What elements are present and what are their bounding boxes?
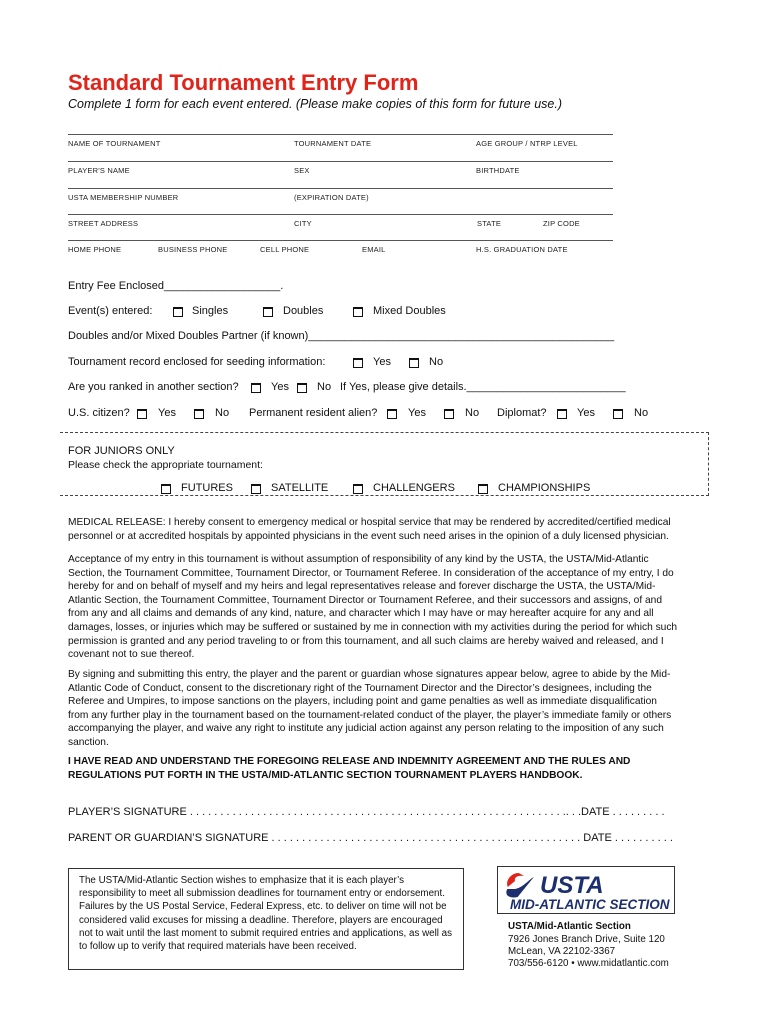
- resident-no-checkbox[interactable]: [444, 409, 454, 419]
- diplomat-no-checkbox[interactable]: [613, 409, 623, 419]
- address-contact: 703/556-6120 • www.midatlantic.com: [508, 958, 669, 969]
- citizen-yes-label: Yes: [158, 407, 176, 419]
- field-line: [68, 188, 613, 189]
- futures-label: FUTURES: [181, 482, 233, 494]
- record-no-checkbox[interactable]: [409, 358, 419, 368]
- record-yes-label: Yes: [373, 356, 391, 368]
- challengers-checkbox[interactable]: [353, 484, 363, 494]
- ranked-yes-checkbox[interactable]: [251, 383, 261, 393]
- field-line: [68, 161, 613, 162]
- record-enclosed-label: Tournament record enclosed for seeding information:: [68, 356, 326, 368]
- championships-label: CHAMPIONSHIPS: [498, 482, 591, 494]
- expiration-date-label: (EXPIRATION DATE): [294, 193, 369, 202]
- city-label: CITY: [294, 219, 312, 228]
- business-phone-label: BUSINESS PHONE: [158, 245, 228, 254]
- address-street: 7926 Jones Branch Drive, Suite 120: [508, 934, 665, 945]
- permanent-resident-label: Permanent resident alien?: [249, 407, 378, 419]
- challengers-label: CHALLENGERS: [373, 482, 455, 494]
- championships-checkbox[interactable]: [478, 484, 488, 494]
- usta-logo: [497, 866, 675, 914]
- age-group-label: AGE GROUP / NTRP LEVEL: [476, 139, 578, 148]
- street-address-label: STREET ADDRESS: [68, 219, 139, 228]
- acceptance-text: Acceptance of my entry in this tournament is without assumption of responsibility of any kind by the USTA, the USTA/Mid-Atlantic Section, the Tournament Committee, Tournament Director, or Tournament Referee. In consideration of the acceptance of my entry, I do hereby for and on behalf of myself and my heirs and legal representatives release and forever discharge the USTA, the USTA/Mid-Atlantic Section, the Tournament Committee, Tournament Director or Tournament Referee, and their successors and assigns, of and from any and all claims and demands of any kind, nature, and character which I may have or may hereafter acquire for any and all damages, losses, or injuries which may be suffered or sustained by me in connection with my activities during the period for which such permission is granted and any period traveling to or from this tournament, and all such claims are hereby waived and released, and I covenant not to sue thereof.: [68, 554, 678, 661]
- citizen-no-label: No: [215, 407, 230, 419]
- name-of-tournament-label: NAME OF TOURNAMENT: [68, 139, 161, 148]
- deadline-notice: The USTA/Mid-Atlantic Section wishes to emphasize that it is each player’s responsibility to meet all submission deadlines for tournament entry or endorsement. Failures by the US Postal Service, Federal Express, etc. to deliver on time will not be considered valid excuses for missing a deadline. Therefore, players are encouraged not to wait until the last moment to submit required entries and applications, as well as to follow up to verify that required materials have been received.: [68, 868, 464, 970]
- record-no-label: No: [429, 356, 444, 368]
- players-name-label: PLAYER'S NAME: [68, 166, 130, 175]
- birthdate-label: BIRTHDATE: [476, 166, 520, 175]
- ranked-other-label: Are you ranked in another section?: [68, 381, 239, 393]
- tournament-date-label: TOURNAMENT DATE: [294, 139, 372, 148]
- mixed-doubles-label: Mixed Doubles: [373, 305, 446, 317]
- us-citizen-label: U.S. citizen?: [68, 407, 130, 419]
- satellite-checkbox[interactable]: [251, 484, 261, 494]
- singles-checkbox[interactable]: [173, 307, 183, 317]
- doubles-label: Doubles: [283, 305, 324, 317]
- diplomat-yes-label: Yes: [577, 407, 595, 419]
- field-line: [68, 214, 613, 215]
- record-yes-checkbox[interactable]: [353, 358, 363, 368]
- signing-agreement-text: By signing and submitting this entry, the player and the parent or guardian whose signatures appear below, agree to abide by the Mid-Atlantic Code of Conduct, consent to the discretionary right of the Tournament Director and the Director’s designees, including the Referee and Umpires, to impose sanctions on the players, including point and game penalties as well as immediate disqualification from any further play in the tournament based on the tournament-related conduct of the player, the player’s immediate family or others accompanying the player, and waive any right to institute any judicial action against any person relating to the imposition of any such sanction.: [68, 669, 672, 748]
- zip-code-label: ZIP CODE: [543, 219, 580, 228]
- futures-checkbox[interactable]: [161, 484, 171, 494]
- resident-no-label: No: [465, 407, 480, 419]
- diplomat-no-label: No: [634, 407, 649, 419]
- sex-label: SEX: [294, 166, 310, 175]
- resident-yes-checkbox[interactable]: [387, 409, 397, 419]
- ranked-no-label: No: [317, 381, 332, 393]
- address-name: USTA/Mid-Atlantic Section: [508, 921, 631, 932]
- field-line: [68, 134, 613, 135]
- email-label: EMAIL: [362, 245, 386, 254]
- juniors-instruction: Please check the appropriate tournament:: [68, 459, 263, 471]
- hs-graduation-label: H.S. GRADUATION DATE: [476, 245, 568, 254]
- diplomat-label: Diplomat?: [497, 407, 547, 419]
- doubles-checkbox[interactable]: [263, 307, 273, 317]
- form-subtitle: Complete 1 form for each event entered. (Please make copies of this form for future use.): [68, 97, 562, 111]
- field-line: [68, 240, 613, 241]
- medical-release-text: MEDICAL RELEASE: I hereby consent to emergency medical or hospital service that may be rendered by accredited/certified medical personnel or at accredited hospitals by appointed physicians in the event such need arises in the opinion of a duly licensed physician.: [68, 517, 671, 542]
- home-phone-label: HOME PHONE: [68, 245, 122, 254]
- singles-label: Singles: [192, 305, 229, 317]
- cell-phone-label: CELL PHONE: [260, 245, 310, 254]
- citizen-no-checkbox[interactable]: [194, 409, 204, 419]
- acknowledgement-text: I HAVE READ AND UNDERSTAND THE FOREGOING RELEASE AND INDEMNITY AGREEMENT AND THE RULES AND REGULATIONS PUT FORTH IN THE USTA/MID-ATLANTIC SECTION TOURNAMENT PLAYERS HANDBOOK.: [68, 756, 631, 781]
- events-entered-label: Event(s) entered:: [68, 305, 153, 317]
- player-signature-line[interactable]: PLAYER’S SIGNATURE . . . . . . . . . . . . . . . . . . . . . . . . . . . . . . . . . . . . . . . . . . . . . . . . . . . . . . . . . . . . . .. . .DATE . . . . . . . . .: [68, 806, 665, 818]
- address-city: McLean, VA 22102-3367: [508, 946, 616, 957]
- entry-fee-line[interactable]: Entry Fee Enclosed___________________.: [68, 280, 284, 292]
- ranked-yes-label: Yes: [271, 381, 289, 393]
- mid-atlantic-wordmark: MID-ATLANTIC SECTION: [510, 897, 670, 912]
- ranked-details-line[interactable]: If Yes, please give details.__________________________: [340, 381, 626, 393]
- diplomat-yes-checkbox[interactable]: [557, 409, 567, 419]
- citizen-yes-checkbox[interactable]: [137, 409, 147, 419]
- state-label: STATE: [477, 219, 502, 228]
- form-title: Standard Tournament Entry Form: [68, 70, 419, 95]
- satellite-label: SATELLITE: [271, 482, 329, 494]
- partner-line[interactable]: Doubles and/or Mixed Doubles Partner (if known)__________________________________________________: [68, 330, 615, 342]
- parent-signature-line[interactable]: PARENT OR GUARDIAN’S SIGNATURE . . . . . . . . . . . . . . . . . . . . . . . . . . . . . . . . . . . . . . . . . . . . . . . . . . . DATE . . . . . . . . . .: [68, 832, 673, 844]
- usta-logo-graphic: [498, 867, 676, 915]
- ranked-no-checkbox[interactable]: [297, 383, 307, 393]
- resident-yes-label: Yes: [408, 407, 426, 419]
- juniors-heading: FOR JUNIORS ONLY: [68, 445, 175, 457]
- mixed-doubles-checkbox[interactable]: [353, 307, 363, 317]
- usta-membership-label: USTA MEMBERSHIP NUMBER: [68, 193, 179, 202]
- usta-wordmark: USTA: [540, 872, 604, 899]
